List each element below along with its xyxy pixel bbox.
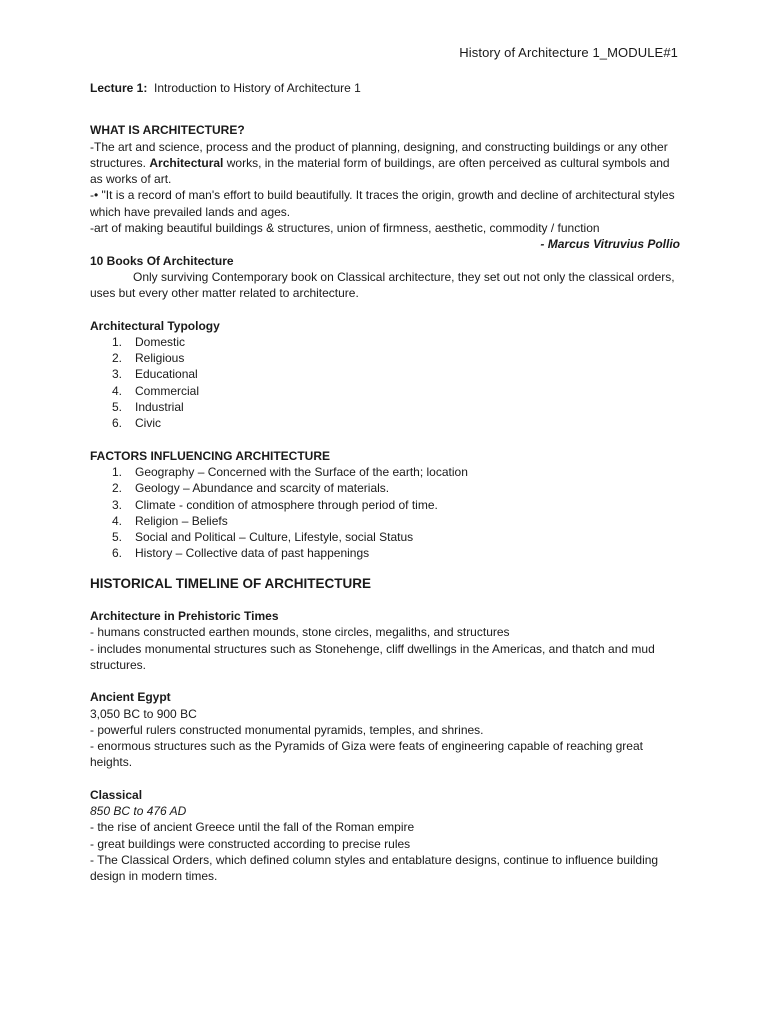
list-number: 1. (112, 464, 123, 479)
quote-text: "It is a record of man's effort to build beautifully. It traces the origin, growth and decline of architectural styles which have prevailed lands and ages. (90, 188, 675, 219)
list-number: 5. (112, 530, 123, 545)
list-item (90, 350, 680, 366)
list-text: Educational (135, 367, 198, 382)
egypt-heading: Ancient Egypt (90, 690, 171, 705)
factors-list (90, 464, 680, 562)
list-number: 4. (112, 513, 123, 528)
classical-dates: 850 BC to 476 AD (90, 803, 187, 818)
what-is-heading: WHAT IS ARCHITECTURE? (90, 123, 245, 138)
list-number: 3. (112, 497, 123, 512)
egypt-line: - enormous structures such as the Pyramids of Giza were feats of engineering capable of reaching great heights. (90, 739, 643, 770)
lecture-line (90, 80, 680, 96)
what-is-bold-word: Architectural (149, 155, 224, 170)
ten-books-heading: 10 Books Of Architecture (90, 253, 234, 268)
what-is-line1: -The art and science, process and the product of planning, designing, and constructing buildings or any other structures. (90, 139, 668, 170)
list-number: 2. (112, 481, 123, 496)
what-is-quote (90, 187, 680, 220)
list-text: Civic (135, 416, 161, 431)
list-text: Commercial (135, 383, 200, 398)
list-text: Social and Political – Culture, Lifestyle, social Status (135, 530, 414, 545)
list-number: 6. (112, 416, 123, 431)
factors-heading: FACTORS INFLUENCING ARCHITECTURE (90, 448, 330, 463)
list-number: 3. (112, 367, 123, 382)
classical-heading: Classical (90, 787, 143, 802)
list-text: Geography – Concerned with the Surface of the earth; location (135, 464, 468, 479)
prehistoric-heading: Architecture in Prehistoric Times (90, 609, 279, 624)
egypt-dates: 3,050 BC to 900 BC (90, 706, 197, 721)
list-item (90, 497, 680, 513)
list-item (90, 545, 680, 561)
prehistoric-line: - includes monumental structures such as Stonehenge, cliff dwellings in the Americas, and thatch and mud structures. (90, 641, 655, 672)
egypt-line: - powerful rulers constructed monumental pyramids, temples, and shrines. (90, 722, 484, 737)
list-number: 4. (112, 383, 123, 398)
list-number: 6. (112, 546, 123, 561)
quote-prefix: -• (90, 188, 102, 203)
what-is-line1-rest: works, in the material form of buildings, are often perceived as cultural symbols and as works of art. (90, 155, 670, 187)
typology-heading: Architectural Typology (90, 318, 220, 333)
list-item (90, 464, 680, 480)
ten-books-text: Only surviving Contemporary book on Classical architecture, they set out not only the classical orders, uses but every other matter related to architecture. (90, 269, 675, 301)
typology-list (90, 334, 680, 432)
document-body (90, 80, 680, 884)
list-item (90, 513, 680, 529)
list-item (90, 383, 680, 399)
classical-line: - The Classical Orders, which defined column styles and entablature designs, continue to influence building design in modern times. (90, 852, 659, 884)
list-item (90, 529, 680, 545)
list-item (90, 415, 680, 431)
lecture-title: Introduction to History of Architecture 1 (154, 81, 361, 95)
list-text: Religion – Beliefs (135, 513, 228, 528)
classical-line: - great buildings were constructed according to precise rules (90, 836, 411, 851)
list-number: 5. (112, 400, 123, 415)
list-item (90, 334, 680, 350)
list-item (90, 399, 680, 415)
what-is-line3: -art of making beautiful buildings & structures, union of firmness, aesthetic, commodity / function (90, 221, 600, 236)
page-header: History of Architecture 1_MODULE#1 (459, 45, 678, 60)
list-text: Religious (135, 351, 185, 366)
prehistoric-line: - humans constructed earthen mounds, stone circles, megaliths, and structures (90, 625, 510, 640)
list-text: Geology – Abundance and scarcity of materials. (135, 481, 390, 496)
classical-line: - the rise of ancient Greece until the fall of the Roman empire (90, 820, 415, 835)
lecture-label: Lecture 1: (90, 81, 148, 95)
list-text: Industrial (135, 400, 184, 415)
quote-attribution: - Marcus Vitruvius Pollio (540, 237, 680, 252)
list-text: Climate - condition of atmosphere through period of time. (135, 497, 438, 512)
timeline-heading: HISTORICAL TIMELINE OF ARCHITECTURE (90, 575, 372, 591)
list-number: 2. (112, 351, 123, 366)
list-item (90, 480, 680, 496)
list-number: 1. (112, 334, 123, 349)
what-is-paragraph (90, 139, 680, 188)
list-text: History – Collective data of past happenings (135, 546, 370, 561)
list-item (90, 366, 680, 382)
list-text: Domestic (135, 334, 186, 349)
